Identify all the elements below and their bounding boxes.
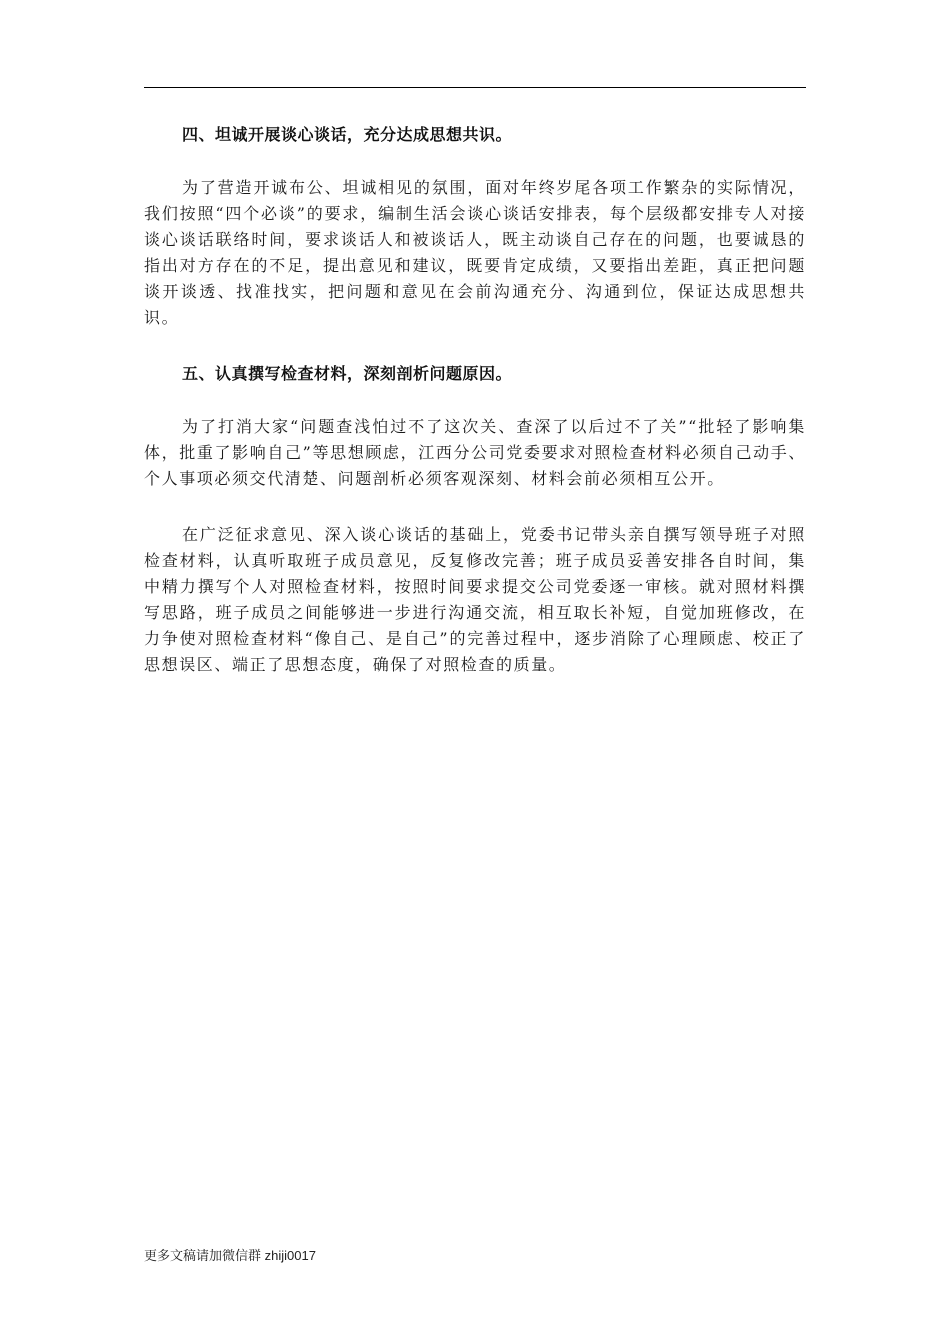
header-rule <box>144 87 806 88</box>
document-body <box>144 122 806 678</box>
body-paragraph: 为了营造开诚布公、坦诚相见的氛围，面对年终岁尾各项工作繁杂的实际情况，我们按照“四个必谈”的要求，编制生活会谈心谈话安排表，每个层级都安排专人对接谈心谈话联络时间，要求谈话人和被谈话人，既主动谈自己存在的问题，也要诚恳的指出对方存在的不足，提出意见和建议，既要肯定成绩，又要指出差距，真正把问题谈开谈透、找准找实，把问题和意见在会前沟通充分、沟通到位，保证达成思想共识。 <box>144 178 806 327</box>
footer-note: 更多文稿请加微信群 zhiji0017 <box>144 1248 316 1263</box>
section-heading: 四、坦诚开展谈心谈话，充分达成思想共识。 <box>182 125 513 144</box>
section-heading: 五、认真撰写检查材料，深刻剖析问题原因。 <box>182 364 513 383</box>
body-paragraph: 为了打消大家“问题查浅怕过不了这次关、查深了以后过不了关”“批轻了影响集体，批重了影响自己”等思想顾虑，江西分公司党委要求对照检查材料必须自己动手、个人事项必须交代清楚、问题剖析必须客观深刻、材料会前必须相互公开。 <box>144 417 806 488</box>
body-paragraph: 在广泛征求意见、深入谈心谈话的基础上，党委书记带头亲自撰写领导班子对照检查材料，认真听取班子成员意见，反复修改完善；班子成员妥善安排各自时间，集中精力撰写个人对照检查材料，按照时间要求提交公司党委逐一审核。就对照材料撰写思路，班子成员之间能够进一步进行沟通交流，相互取长补短，自觉加班修改，在力争使对照检查材料“像自己、是自己”的完善过程中，逐步消除了心理顾虑、校正了思想误区、端正了思想态度，确保了对照检查的质量。 <box>144 525 806 674</box>
